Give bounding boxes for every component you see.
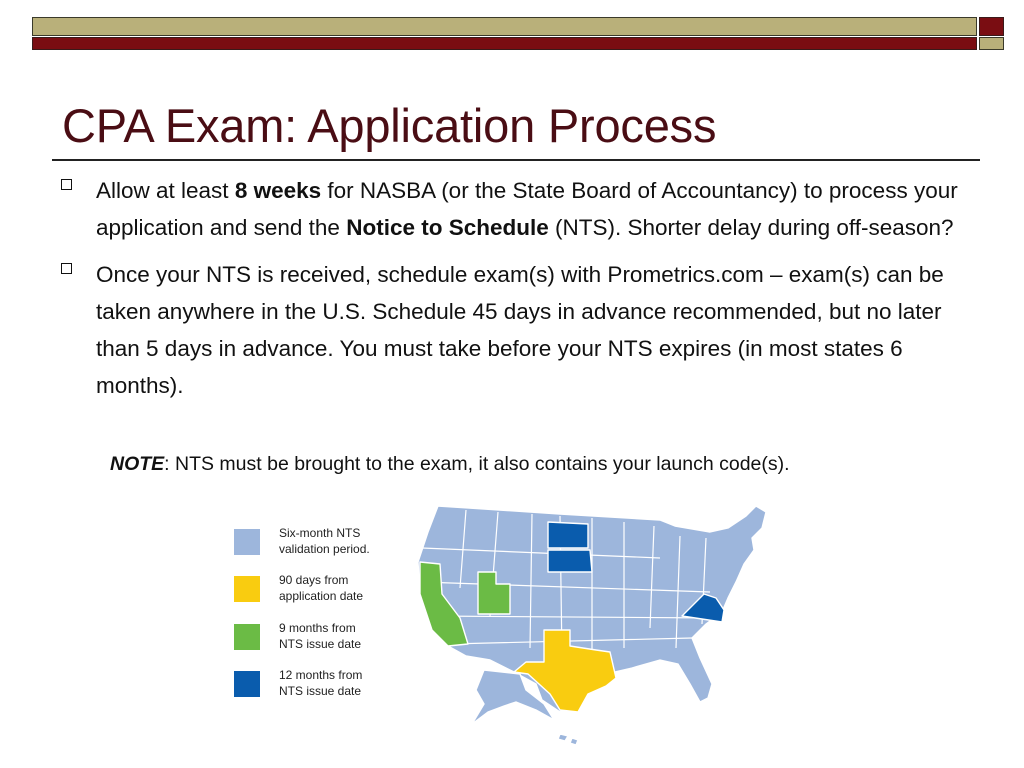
title-divider	[52, 159, 980, 161]
bullet-list	[60, 172, 960, 404]
slide-title: CPA Exam: Application Process	[62, 99, 717, 152]
bullet-text: Allow at least	[96, 178, 235, 203]
legend-label	[279, 572, 409, 604]
legend-label	[279, 525, 409, 557]
header-bar-maroon	[32, 37, 977, 50]
bullet-text: Once your NTS is received, schedule exam(s) with Prometrics.com – exam(s) can be taken anywhere in the U.S. Schedule 45 days in advance recommended, but no later than 5 days in advance. You must take before your NTS expires (in most states 6 months).	[96, 262, 944, 398]
bullet-emphasis: 8 weeks	[234, 178, 322, 203]
legend-swatch	[234, 576, 260, 602]
legend-label-line: validation period.	[279, 542, 370, 556]
legend-label	[279, 667, 409, 699]
note-text: : NTS must be brought to the exam, it also contains your launch code(s).	[164, 453, 790, 475]
legend-label	[279, 620, 409, 652]
legend-label-line: NTS issue date	[279, 684, 362, 698]
bullet-item	[60, 256, 960, 404]
south-dakota-shape	[548, 550, 592, 572]
hawaii-shape	[558, 734, 578, 745]
note-line	[110, 453, 790, 476]
header-square-olive	[979, 37, 1004, 50]
legend-swatch	[234, 529, 260, 555]
legend-label-line: application date	[279, 589, 364, 603]
bullet-emphasis: Notice to Schedule	[346, 215, 549, 240]
north-dakota-shape	[548, 522, 588, 548]
bullet-item	[60, 172, 960, 246]
header-bar-olive	[32, 17, 977, 36]
legend-label-line: NTS issue date	[279, 637, 362, 651]
note-label: NOTE	[110, 453, 165, 475]
bullet-text: (NTS). Shorter delay during off-season?	[548, 215, 954, 240]
us-nts-validity-map	[410, 498, 790, 748]
legend-label-line: 9 months from	[279, 621, 356, 635]
legend-swatch	[234, 671, 260, 697]
legend-label-line: 12 months from	[279, 668, 363, 682]
header-square-maroon	[979, 17, 1004, 36]
square-bullet-icon	[61, 263, 72, 274]
legend-swatch	[234, 624, 260, 650]
legend-label-line: 90 days from	[279, 573, 349, 587]
square-bullet-icon	[61, 179, 72, 190]
bullet-text: for NASBA (or the State Board of Accountancy) to process your application and send the	[96, 178, 958, 240]
legend-label-line: Six-month NTS	[279, 526, 361, 540]
